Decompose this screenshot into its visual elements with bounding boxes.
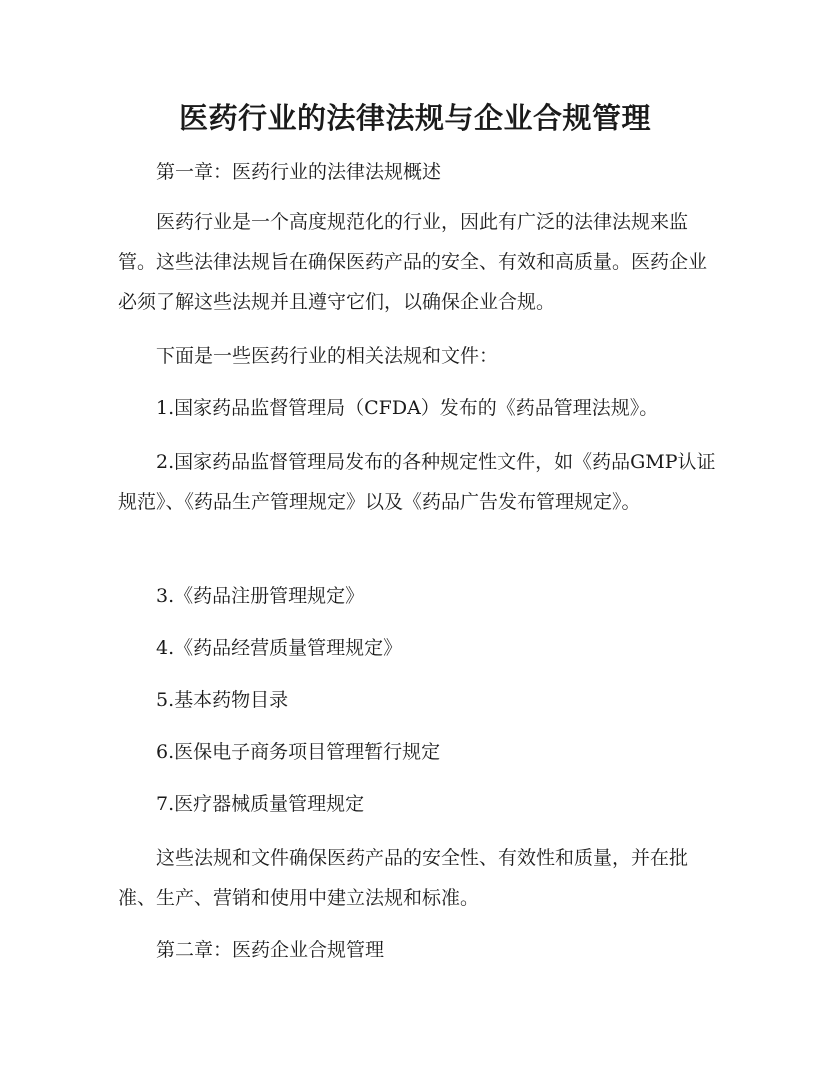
list-item-4: 4.《药品经营质量管理规定》	[156, 637, 403, 659]
chapter-2-heading: 第二章：医药企业合规管理	[156, 939, 385, 961]
list-item-5: 5.基本药物目录	[156, 689, 289, 711]
list-item-1: 1.国家药品监督管理局（CFDA）发布的《药品管理法规》。	[156, 397, 659, 419]
list-item-6: 6.医保电子商务项目管理暂行规定	[156, 741, 441, 763]
list-item-2: 2.国家药品监督管理局发布的各种规定性文件，如《药品GMP认证规范》、《药品生产管理规定》以及《药品广告发布管理规定》。	[118, 451, 716, 513]
document-title: 医药行业的法律法规与企业合规管理	[178, 101, 651, 135]
paragraph-list-intro: 下面是一些医药行业的相关法规和文件：	[156, 345, 499, 367]
watermark	[292, 282, 589, 579]
paragraph-summary: 这些法规和文件确保医药产品的安全性、有效性和质量，并在批准、生产、营销和使用中建立法规和标准。	[118, 847, 689, 909]
chapter-1-heading: 第一章：医药行业的法律法规概述	[156, 161, 442, 183]
list-item-3: 3.《药品注册管理规定》	[156, 585, 365, 607]
paragraph-intro: 医药行业是一个高度规范化的行业，因此有广泛的法律法规来监管。这些法律法规旨在确保医药产品的安全、有效和高质量。医药企业必须了解这些法规并且遵守它们，以确保企业合规。	[118, 211, 708, 313]
list-item-7: 7.医疗器械质量管理规定	[156, 793, 365, 815]
